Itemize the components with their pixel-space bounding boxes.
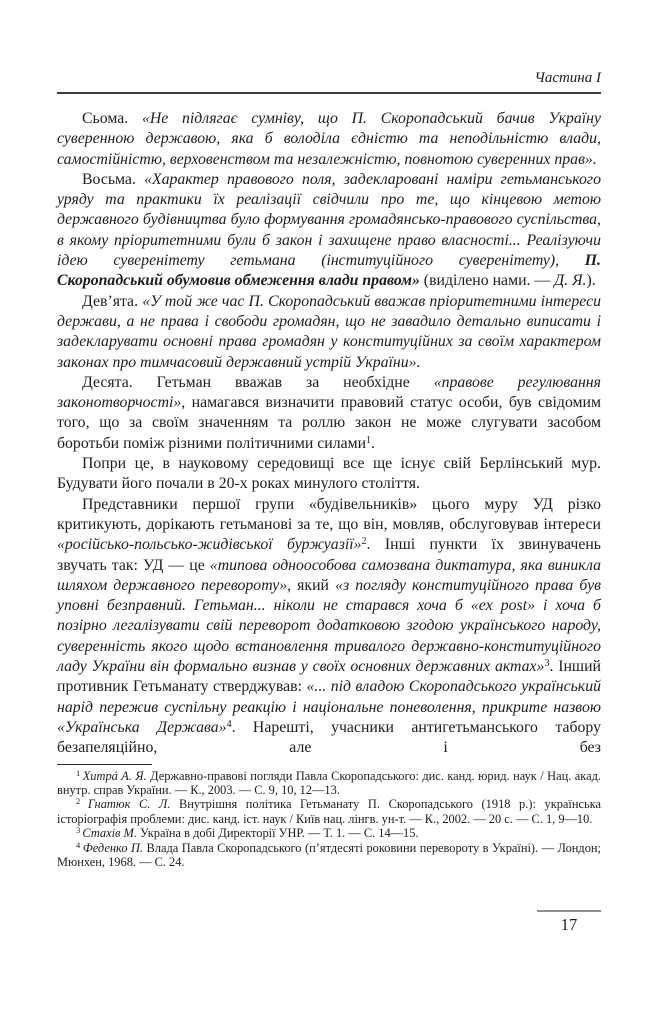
text-run: , намагався визначити правовий статус особи, був свідомим того, що за своїм значенням та роллю закон не може слугувати засобом боротьби поміж різними політичними силами — [57, 394, 601, 452]
text-run: «з погляду конституційного права був уповні безправний. Гетьман... ніколи не старався хоча б «ex post» і хоча б позірно легалізувати свій переворот додатковою згодою українського народу, суверенність якого щодо встановлення тривалого державно-конституційного ладу України він формально визнав у своїх основних державних актах» — [57, 576, 601, 676]
footnotes-block — [57, 769, 601, 870]
header-rule — [57, 92, 601, 94]
text-run: . Інші пункти їх звинувачень звучать так: УД — це — [57, 536, 601, 574]
text-run: Хитрá А. Я. — [82, 768, 147, 783]
paragraph — [57, 373, 601, 454]
paragraph — [57, 170, 601, 292]
body-text — [57, 109, 601, 759]
footnote-reference: 3 — [76, 825, 83, 836]
footnote-reference: 1 — [366, 434, 372, 446]
footnote-separator-rule — [57, 764, 152, 765]
footnote-reference: 4 — [226, 718, 232, 730]
text-run: . Інший противник Гетьманату стверджував: — [57, 658, 601, 696]
text-run: Десята. Гетьман вважав за необхідне — [82, 373, 434, 391]
page-content — [57, 70, 601, 869]
text-run: Україна в добі Директорії УНР. — Т. 1. — С. 14—15. — [136, 826, 419, 841]
text-run: Дев’ята. — [82, 292, 143, 310]
text-run: П. Скоропадський обумовив обмеження влади правом» — [57, 252, 601, 290]
chapter-header-label: Частина I — [534, 70, 601, 86]
text-run: Гнатюк С. Л. — [87, 797, 171, 812]
text-run: «правове регулювання законотворчості» — [57, 373, 601, 412]
footnote-reference: 1 — [76, 767, 83, 778]
paragraph — [57, 109, 601, 170]
text-run: , який — [287, 576, 336, 594]
footnote-reference: 4 — [76, 839, 83, 850]
text-run: Попри це, в науковому середовищі все ще існує свій Берлінський мур. Будувати його почали в 20-х роках минулого століття. — [57, 455, 601, 493]
footnote-reference: 2 — [361, 536, 367, 548]
text-run: Феденко П. — [82, 840, 144, 855]
footnote-reference: 3 — [544, 658, 550, 670]
text-run: Внутрішня політика Гетьманату П. Скоропадського (1918 р.): українська історіографія проблеми: дис. канд. іст. наук / Київ нац. лінгв. ун-т. — К., 2002. — 20 с. — С. 1, 9—10. — [57, 797, 601, 826]
text-run: «Не підлягає сумніву, що П. Скоропадський бачив Україну суверенною державою, яка б володіла єдністю та неподільністю влади, самостійністю, верховенством та незалежністю, повнотою суверенних прав». — [57, 110, 602, 168]
footnote — [57, 769, 601, 798]
footnote — [57, 797, 601, 826]
footnote-reference: 2 — [76, 796, 88, 807]
text-run: . Нарешті, учасники антигетьманського табору безапеляційно, але і без — [57, 718, 601, 757]
text-run: «... під владою Скоропадського український нарід пережив суспільну реакцію і національне поневолення, прикрите назвою «Українська Держава» — [57, 678, 601, 736]
text-run: Стахів М. — [82, 826, 137, 841]
text-run: Сьома. — [82, 110, 142, 127]
text-run: ). — [586, 272, 596, 290]
footnote — [57, 841, 601, 870]
text-run: Влада Павла Скоропадського (п’ятдесяті роковини перевороту в Україні). — Лондон; Мюнхен, 1968. — С. 24. — [57, 840, 602, 869]
text-run: «російсько-польсько-жидівської буржуазії» — [57, 536, 362, 554]
text-run: . — [371, 434, 375, 452]
page-number: 17 — [560, 915, 578, 934]
text-run: «У той же час П. Скоропадський вважав пріоритетними інтереси держави, а не права і свободи громадян, що не завадило детально виписати і задекларувати основні права громадян у конституційних за своїм характером законах про тимчасовий державний устрій України». — [57, 292, 601, 371]
text-run: Представники першої групи «будівельників» цього муру УД різко критикують, дорікають гетьманові за те, що він, мовляв, обслуговував інтереси — [57, 495, 601, 533]
text-run: «Характер правового поля, задекларовані наміри гетьманського уряду та практики їх реалізації свідчили про те, що кінцевою метою державного будівництва було формування громадянсько-правового суспільства, в якому пріоритетними були б закон і захищене право власності... Реалізуючи ідею суверенітету гетьмана (інституційного суверенітету), — [57, 170, 601, 270]
text-run: Восьма. — [82, 170, 145, 188]
text-run: «типова одноособова самозвана диктатура, яка виникла шляхом державного перевороту» — [57, 556, 601, 594]
running-header — [57, 70, 601, 92]
paragraph — [57, 292, 601, 373]
paragraph — [57, 454, 601, 495]
text-run: Д. Я. — [554, 272, 587, 290]
page-footer — [537, 910, 601, 936]
footnote — [57, 826, 601, 840]
text-run: Державно-правові погляди Павла Скоропадського: дис. канд. юрид. наук / Нац. акад. внутр. справ України. — К., 2003. — С. 9, 10, 12—13. — [57, 768, 601, 797]
text-run: (виділено нами. — — [419, 272, 555, 290]
paragraph — [57, 495, 601, 759]
